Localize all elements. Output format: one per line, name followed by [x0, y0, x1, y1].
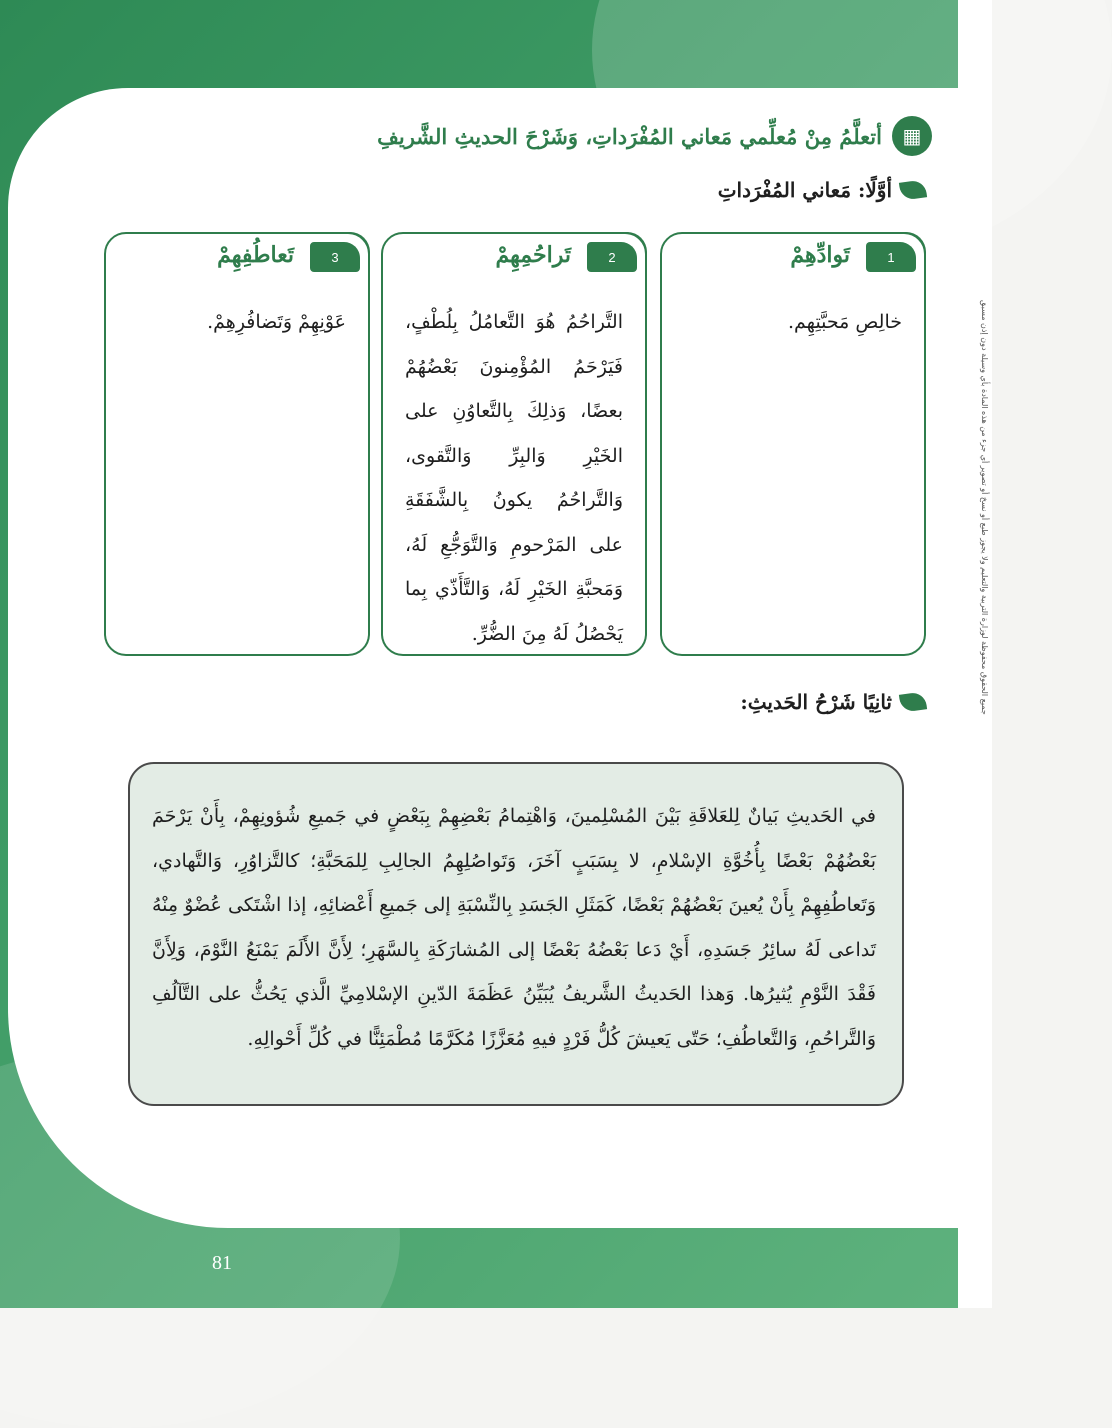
leaf-bullet-icon	[899, 691, 927, 712]
page-number: 81	[212, 1252, 232, 1274]
card-number-badge: 3	[310, 242, 360, 272]
card-number-badge: 1	[866, 242, 916, 272]
card-title: تَراحُمِهِمْ	[495, 242, 571, 268]
vocab-card-2	[381, 232, 647, 656]
section-explanation-title: ثانِيًا شَرْحُ الحَديثِ:	[740, 690, 892, 714]
section-explanation-heading	[740, 690, 926, 714]
card-number-badge: 2	[587, 242, 637, 272]
lesson-heading-text: أتعلَّمُ مِنْ مُعلِّمي مَعاني المُفْرَداتِ، وَشَرْحَ الحديثِ الشَّريفِ	[377, 123, 882, 149]
section-vocabulary-heading	[718, 178, 926, 202]
leaf-bullet-icon	[899, 179, 927, 200]
card-definition: خالِصِ مَحبَّتِهِم.	[788, 311, 902, 333]
card-title: تَعاطُفِهِمْ	[217, 242, 294, 268]
section-vocabulary-title: أوَّلًا: مَعاني المُفْرَداتِ	[717, 178, 892, 202]
hadith-explanation-text: في الحَديثِ بَيانٌ لِلعَلاقَةِ بَيْنَ المُسْلِمينَ، وَاهْتِمامُ بَعْضِهِمْ بِبَعْضٍ في جَميعِ شُؤونِهِمْ، بِأَنْ يَرْحَمَ بَعْضُهُمْ بَعْضًا بِأُخُوَّةِ الإسْلامِ، لا بِسَبَبٍ آخَرَ، وَتَواصُلِهِمُ الجالِبِ لِلمَحَبَّةِ؛ كالتَّزاوُرِ، وَالتَّهادي، وَتَعاطُفِهِمْ بِأَنْ يُعينَ بَعْضُهُمْ بَعْضًا، كَمَثَلِ الجَسَدِ بِالنِّسْبَةِ إلى جَميعِ أَعْضائِهِ، إذا اشْتَكى عُضْوٌ مِنْهُ تَداعى لَهُ سائِرُ جَسَدِهِ، أَيْ دَعا بَعْضُهُ بَعْضًا إلى المُشارَكَةِ بِالسَّهَرِ؛ لِأَنَّ الأَلَمَ يَمْنَعُ النَّوْمَ، وَلِأَنَّ فَقْدَ النَّوْمِ يُثيرُها. وَهذا الحَديثُ الشَّريفُ يُبَيِّنُ عَظَمَةَ الدّينِ الإسْلامِيِّ الَّذي يَحُثُّ على التَّآلُفِ وَالتَّراحُمِ، وَالتَّعاطُفِ؛ حَتّى يَعيشَ كُلُّ فَرْدٍ فيهِ مُعَزَّزًا مُكَرَّمًا مُطْمَئِنًّا في كُلِّ أَحْوالِهِ.	[152, 805, 876, 1050]
card-definition: عَوْنِهِمْ وَتَضافُرِهِمْ.	[207, 311, 346, 333]
lesson-heading	[332, 112, 932, 160]
hadith-explanation-box	[128, 762, 904, 1106]
copyright-note: جميع الحقوق محفوظة لوزارة التربية والتعليم ولا يجوز طبع أو نسخ أو تصوير أي جزء من هذه المادة بأي وسيلة دون إذن مسبق	[980, 300, 989, 715]
vocab-card-3	[104, 232, 370, 656]
teacher-board-icon: ▦	[892, 116, 932, 156]
card-title: تَوادِّهِمْ	[790, 242, 850, 268]
card-definition: التَّراحُمُ هُوَ التَّعامُلُ بِلُطْفٍ، فَيَرْحَمُ المُؤْمِنونَ بَعْضُهُمْ بعضًا، وَذلِكَ بِالتَّعاوُنِ على الخَيْرِ وَالبِرِّ وَالتَّقوى، وَالتَّراحُمُ يكونُ بِالشَّفَقَةِ على المَرْحومِ وَالتَّوَجُّعِ لَهُ، وَمَحبَّةِ الخَيْرِ لَهُ، وَالتَّأَذّي بِما يَحْصُلُ لَهُ مِنَ الضُّرِّ.	[405, 311, 623, 645]
vocab-card-1	[660, 232, 926, 656]
